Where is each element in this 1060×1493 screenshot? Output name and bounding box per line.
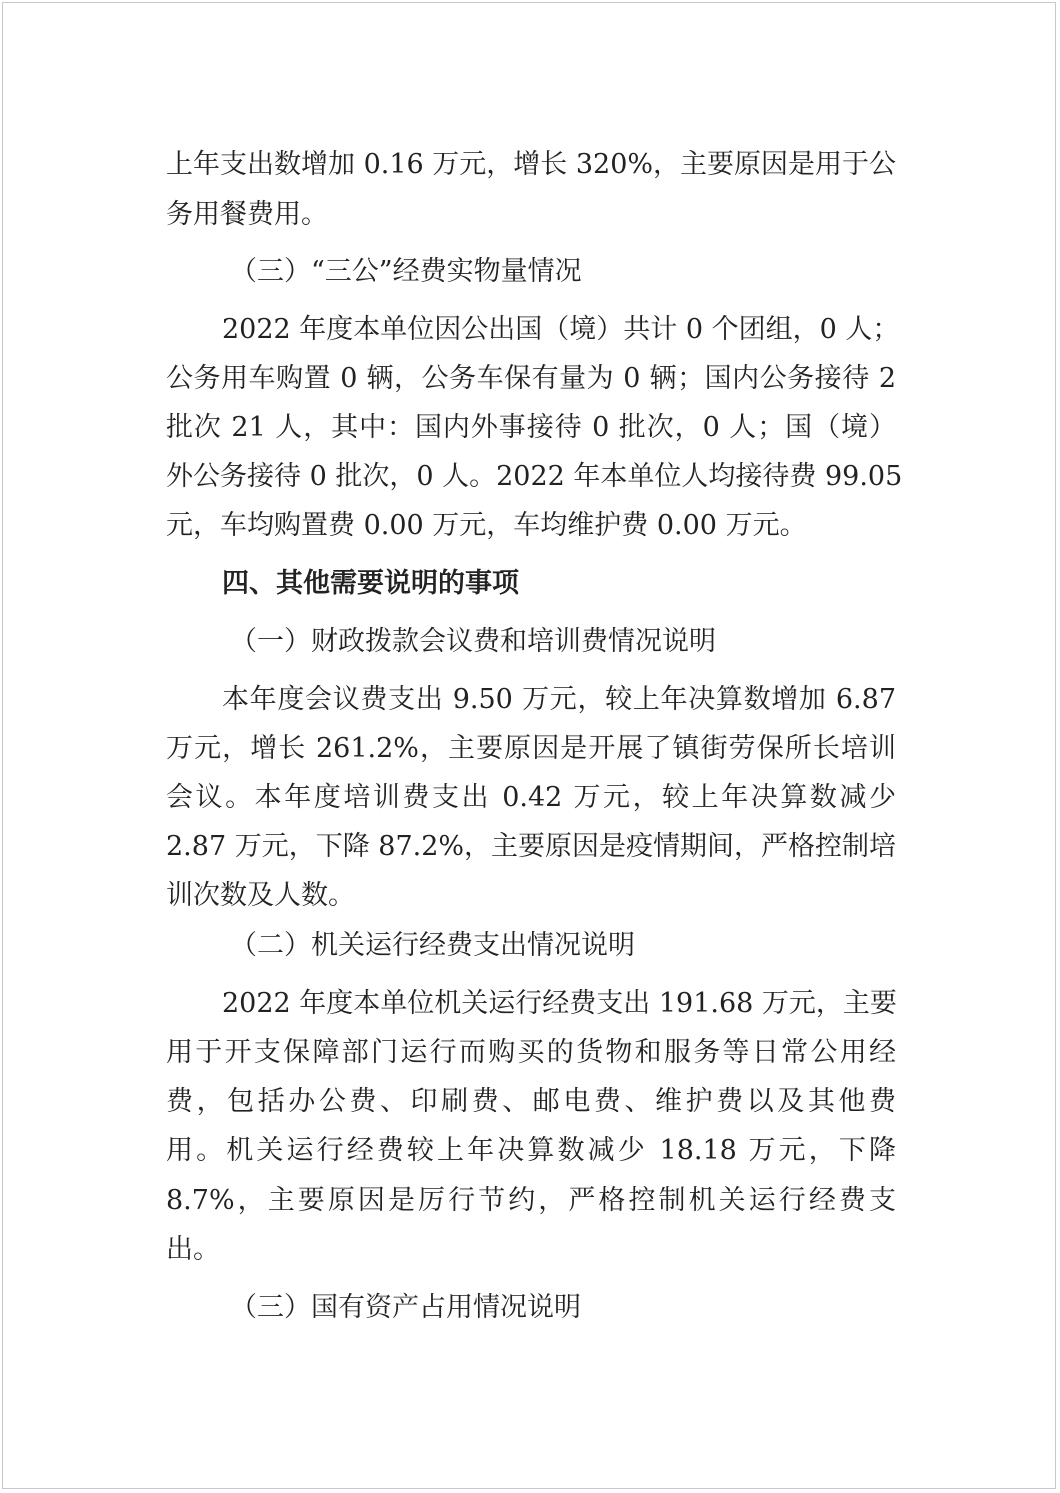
section-heading: （二）机关运行经费支出情况说明 <box>230 930 635 961</box>
paragraph-line: 8.7%，主要原因是厉行节约，严格控制机关运行经费支 <box>166 1185 896 1216</box>
chapter-heading: 四、其他需要说明的事项 <box>222 568 519 599</box>
paragraph-line: 外公务接待 0 批次，0 人。2022 年本单位人均接待费 99.05 <box>166 461 903 492</box>
section-heading: （三）国有资产占用情况说明 <box>230 1292 581 1323</box>
paragraph-line: 出。 <box>166 1234 220 1265</box>
section-heading: （三）“三公”经费实物量情况 <box>230 256 582 287</box>
paragraph-line: 务用餐费用。 <box>166 199 328 230</box>
paragraph-line: 2022 年度本单位因公出国（境）共计 0 个团组，0 人； <box>222 314 900 345</box>
paragraph-line: 用于开支保障部门运行而购买的货物和服务等日常公用经 <box>166 1037 896 1068</box>
paragraph-line: 会议。本年度培训费支出 0.42 万元，较上年决算数减少 <box>166 782 896 813</box>
paragraph-line: 训次数及人数。 <box>166 880 355 911</box>
section-heading: （一）财政拨款会议费和培训费情况说明 <box>230 626 716 657</box>
paragraph-line: 用。机关运行经费较上年决算数减少 18.18 万元，下降 <box>166 1135 896 1166</box>
paragraph-line: 上年支出数增加 0.16 万元，增长 320%，主要原因是用于公 <box>166 149 897 180</box>
paragraph-line: 本年度会议费支出 9.50 万元，较上年决算数增加 6.87 <box>222 684 896 715</box>
paragraph-line: 元，车均购置费 0.00 万元，车均维护费 0.00 万元。 <box>166 510 807 541</box>
paragraph-line: 万元，增长 261.2%，主要原因是开展了镇街劳保所长培训 <box>166 733 896 764</box>
paragraph-line: 2.87 万元，下降 87.2%，主要原因是疫情期间，严格控制培 <box>166 831 897 862</box>
paragraph-line: 公务用车购置 0 辆，公务车保有量为 0 辆；国内公务接待 2 <box>166 363 896 394</box>
paragraph-line: 2022 年度本单位机关运行经费支出 191.68 万元，主要 <box>222 988 897 1019</box>
paragraph-line: 批次 21 人，其中：国内外事接待 0 批次，0 人；国（境） <box>166 412 896 443</box>
paragraph-line: 费，包括办公费、印刷费、邮电费、维护费以及其他费 <box>166 1086 896 1117</box>
